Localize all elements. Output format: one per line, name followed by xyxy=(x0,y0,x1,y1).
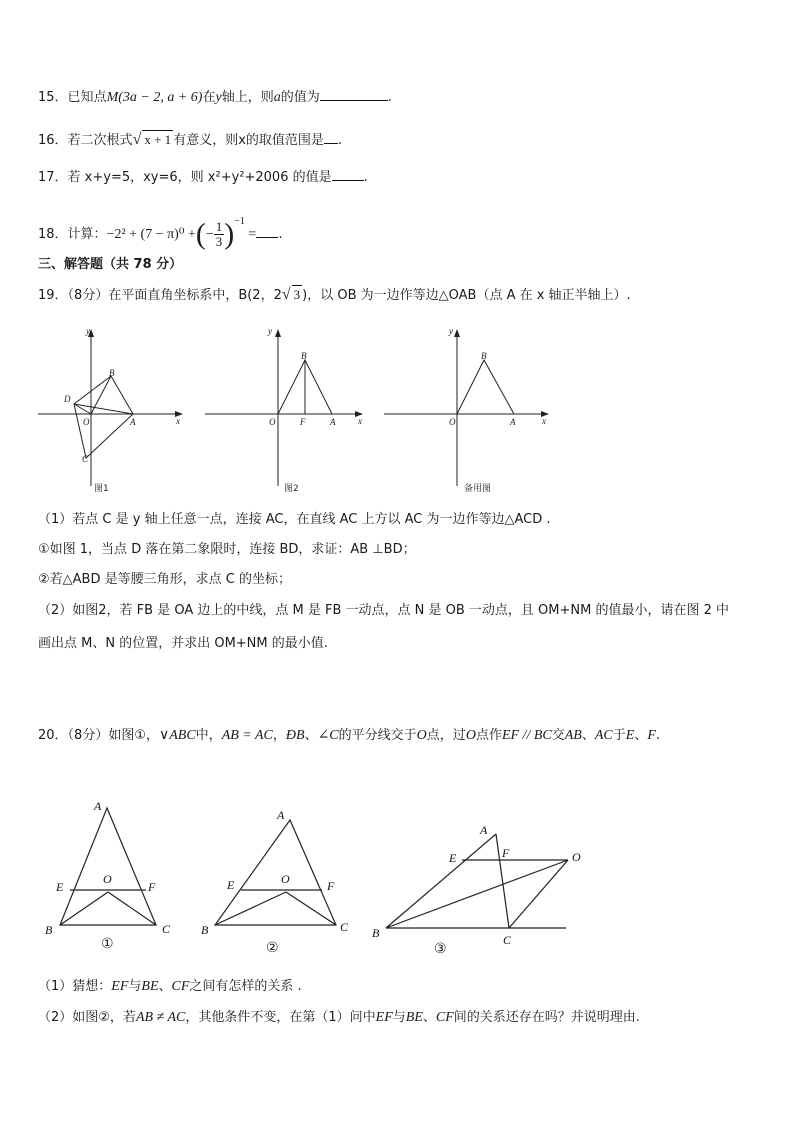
label-O: O xyxy=(103,872,112,886)
caption-fig3: 备用图 xyxy=(464,484,492,494)
question-19-stem xyxy=(38,285,631,305)
right-paren-icon: ) xyxy=(224,217,235,251)
q20-figure-1 xyxy=(60,808,156,925)
q20-stem-b: 中， xyxy=(195,728,222,743)
q20-point-f: F xyxy=(647,728,656,743)
q18-answer-blank[interactable] xyxy=(256,225,278,238)
label-C: C xyxy=(162,922,171,936)
segment-BD xyxy=(74,376,111,404)
q20-p1-sep: 、 xyxy=(158,979,172,994)
label-x: x xyxy=(176,416,180,426)
q19-part-1: （1）若点 C 是 y 轴上任意一点，连接 AC，在直线 AC 上方以 AC 为一边作等边△ACD . xyxy=(38,512,551,527)
q20-parallel: EF // BC xyxy=(501,728,552,743)
q20-equality: AB = AC xyxy=(221,728,273,743)
label-O: O xyxy=(269,417,276,427)
q15-point: M(3a − 2, a + 6) xyxy=(106,90,203,105)
q20-stem-c: ， xyxy=(272,728,286,743)
q18-prefix: 计算： xyxy=(67,227,107,242)
q20-ab: AB xyxy=(564,728,582,743)
q18-number: 18． xyxy=(38,227,68,242)
q20-angle-c: ∠C xyxy=(317,728,339,743)
q18-exponent: −1 xyxy=(234,216,245,227)
q20-p2-sep: 、 xyxy=(422,1010,436,1025)
q19-stem-a: 19．（8分）在平面直角坐标系中，B(2，2 xyxy=(38,288,282,303)
q20-p2-with: 与 xyxy=(392,1010,406,1025)
segment-BO xyxy=(215,892,286,925)
label-B: B xyxy=(481,351,487,361)
label-A: A xyxy=(277,808,285,822)
q19-figure-1 xyxy=(38,330,182,486)
segment-BO xyxy=(386,860,568,928)
radical-sign-icon: √ xyxy=(132,131,142,148)
q19-part-1b: ②若△ABD 是等腰三角形，求点 C 的坐标； xyxy=(38,572,291,587)
q20-point-o-2: O xyxy=(465,728,476,743)
q19-stem-b: )，以 OB 为一边作等边△OAB（点 A 在 x 轴正半轴上）. xyxy=(302,288,631,303)
segment-BA xyxy=(386,834,496,928)
q20-figure-2 xyxy=(215,820,336,925)
q20-figure-3 xyxy=(386,834,568,928)
label-O: O xyxy=(572,850,581,864)
q15-prefix: 已知点 xyxy=(67,90,107,105)
label-B: B xyxy=(109,368,115,378)
triangle-ACD xyxy=(74,404,133,458)
q19-part-1a: ①如图 1，当点 D 落在第二象限时，连接 BD，求证：AB ⊥BD； xyxy=(38,542,416,557)
q20-p1-pre: （1）猜想： xyxy=(38,979,112,994)
q20-stem-f: 点，过 xyxy=(426,728,466,743)
q15-text-a: 在 xyxy=(202,90,216,105)
q18-equals: = xyxy=(244,227,257,242)
q15-variable: a xyxy=(273,90,281,105)
label-O: O xyxy=(83,417,90,427)
label-C: C xyxy=(82,454,89,464)
label-y: y xyxy=(449,326,453,336)
q16-number: 16． xyxy=(38,133,68,148)
q20-stem-g: 点作 xyxy=(475,728,502,743)
caption-fig1: ① xyxy=(101,936,114,952)
q16-answer-blank[interactable] xyxy=(324,131,338,144)
caption-fig2: ② xyxy=(266,940,279,956)
label-B: B xyxy=(301,351,307,361)
q20-stem-j: 于 xyxy=(612,728,626,743)
q15-period: . xyxy=(387,90,392,105)
label-A: A xyxy=(510,417,516,427)
q20-stem-k: 、 xyxy=(634,728,648,743)
q17-period: . xyxy=(363,170,368,185)
q16-radicand: x + 1 xyxy=(144,132,172,147)
q18-minus: − xyxy=(205,227,214,242)
q16-prefix: 若二次根式 xyxy=(67,133,133,148)
q20-figures xyxy=(0,790,794,960)
q20-p1-mid: 与 xyxy=(128,979,142,994)
q20-p1-ef: EF xyxy=(111,979,129,994)
caption-fig3: ③ xyxy=(434,941,447,957)
q20-p2-post: 间的关系还存在吗？并说明理由. xyxy=(453,1010,640,1025)
q20-p1-cf: CF xyxy=(171,979,190,994)
triangle-ABC xyxy=(215,820,336,925)
left-paren-icon: ( xyxy=(195,217,206,251)
q15-text-b: 轴上，则 xyxy=(221,90,274,105)
q20-p2-neq: AB ≠ AC xyxy=(135,1010,186,1025)
q18-period: . xyxy=(278,227,283,242)
q17-text: 17．若 x+y=5，xy=6，则 x²+y²+2006 的值是 xyxy=(38,170,332,185)
q20-angle-b: ÐB xyxy=(285,728,305,743)
q15-number: 15． xyxy=(38,90,68,105)
label-B: B xyxy=(372,926,380,940)
q15-answer-blank[interactable] xyxy=(320,88,388,101)
label-A: A xyxy=(94,799,102,813)
q20-p2-pre: （2）如图②，若 xyxy=(38,1010,136,1025)
label-E: E xyxy=(227,878,235,892)
question-20-stem xyxy=(38,722,756,750)
label-O: O xyxy=(281,872,290,886)
q20-p1-post: 之间有怎样的关系 . xyxy=(189,979,302,994)
label-D: D xyxy=(64,394,71,404)
section-3-title: 三、解答题（共 78 分） xyxy=(38,257,183,272)
q19-sqrt: 3 xyxy=(293,287,301,302)
fraction-numerator: 1 xyxy=(215,219,223,234)
radical-sign-icon: √ xyxy=(281,286,291,303)
q20-stem-i: 、 xyxy=(581,728,595,743)
q15-axis: y xyxy=(215,90,222,105)
question-15 xyxy=(38,88,392,107)
q19-figure-2 xyxy=(205,330,362,486)
segment-CO xyxy=(509,860,568,928)
label-F: F xyxy=(300,417,306,427)
q20-stem-h: 交 xyxy=(551,728,565,743)
label-F: F xyxy=(502,846,510,860)
triangle-ABC xyxy=(60,808,156,925)
caption-fig1: 图1 xyxy=(94,484,109,494)
q19-figure-3 xyxy=(384,330,548,486)
q19-part-2b: 画出点 M、N 的位置，并求出 OM+NM 的最小值. xyxy=(38,636,328,651)
label-O: O xyxy=(449,417,456,427)
q19-figures xyxy=(0,318,794,518)
q20-part-1 xyxy=(38,978,302,996)
q20-p2-ef: EF xyxy=(375,1010,393,1025)
label-C: C xyxy=(503,933,512,947)
q20-part-2 xyxy=(38,1009,640,1027)
q20-ac: AC xyxy=(594,728,613,743)
q18-fraction xyxy=(214,220,225,249)
q20-p2-be: BE xyxy=(405,1010,423,1025)
q17-answer-blank[interactable] xyxy=(332,168,364,181)
label-A: A xyxy=(480,823,488,837)
q20-triangle: ∨ABC xyxy=(158,728,196,743)
label-y: y xyxy=(86,326,90,336)
q20-stem-d: 、 xyxy=(304,728,318,743)
label-y: y xyxy=(268,326,272,336)
label-A: A xyxy=(330,417,336,427)
q15-text-c: 的值为 xyxy=(280,90,320,105)
q16-period: . xyxy=(337,133,343,148)
label-C: C xyxy=(340,920,349,934)
label-E: E xyxy=(449,851,457,865)
q19-part-2a: （2）如图2，若 FB 是 OA 边上的中线，点 M 是 FB 一动点，点 N 是 OB 一动点，且 OM+NM 的值最小，请在图 2 中 xyxy=(38,603,729,618)
question-18 xyxy=(38,204,282,253)
label-B: B xyxy=(201,923,209,937)
q20-stem-a: 20．（8分）如图①， xyxy=(38,728,159,743)
label-E: E xyxy=(56,880,64,894)
question-17 xyxy=(38,168,368,187)
q16-text: 有意义，则x的取值范围是 xyxy=(173,133,324,148)
q18-expression: −2² + (7 − π)⁰ + xyxy=(106,227,196,242)
q20-point-e: E xyxy=(625,728,635,743)
question-16 xyxy=(38,130,342,150)
label-B: B xyxy=(45,923,53,937)
label-F: F xyxy=(148,880,156,894)
q20-p1-be: BE xyxy=(141,979,159,994)
triangle-OAB xyxy=(457,360,514,414)
caption-fig2: 图2 xyxy=(284,484,299,494)
label-x: x xyxy=(542,416,546,426)
q20-stem-e: 的平分线交于 xyxy=(338,728,417,743)
q20-point-o: O xyxy=(416,728,427,743)
q20-stem-l: . xyxy=(655,728,661,743)
q20-p2-mid: ，其他条件不变，在第（1）问中 xyxy=(185,1010,376,1025)
fraction-denominator: 3 xyxy=(215,234,223,249)
q20-p2-cf: CF xyxy=(435,1010,454,1025)
label-x: x xyxy=(358,416,362,426)
label-A: A xyxy=(130,417,136,427)
label-F: F xyxy=(327,879,335,893)
